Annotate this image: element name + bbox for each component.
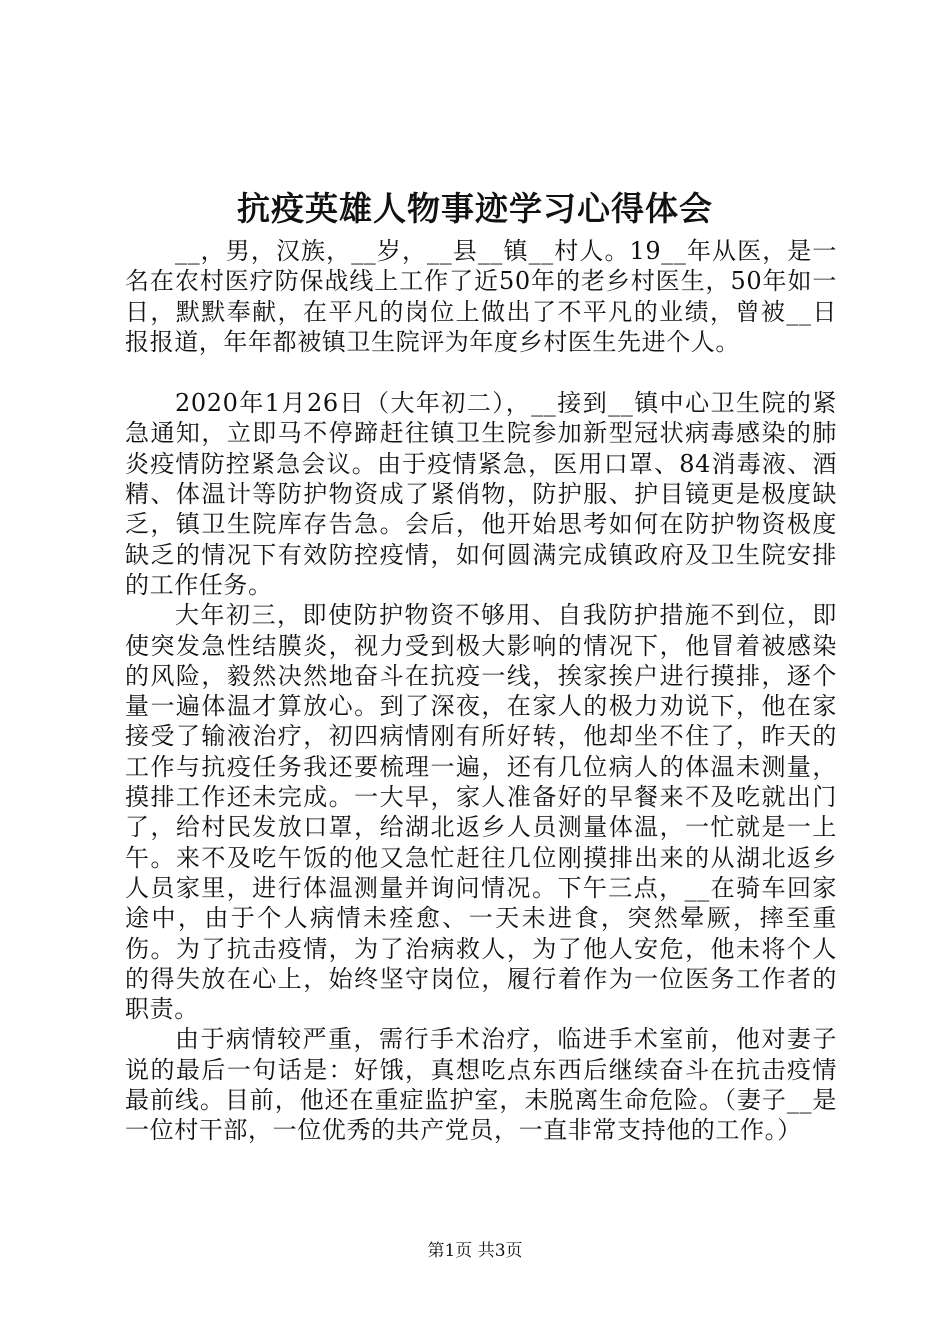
page-footer: 第1页 共3页: [427, 1241, 523, 1261]
paragraph-emergency-meeting: 2020年1月26日（大年初二），__接到__镇中心卫生院的紧急通知，立即马不停蹄赶往镇卫生院参加新型冠状病毒感染的肺炎疫情防控紧急会议。由于疫情紧急，医用口罩、84消毒液、酒精、体温计等防护物资成了紧俏物，防护服、护目镜更是极度缺乏，镇卫生院库存告急。会后，他开始思考如何在防护物资极度缺乏的情况下有效防控疫情，如何圆满完成镇政府及卫生院安排的工作任务。: [125, 389, 837, 599]
document-body: [125, 236, 837, 1146]
paragraph-intro: __，男，汉族，__岁，__县__镇__村人。19__年从医，是一名在农村医疗防保战线上工作了近50年的老乡村医生，50年如一日，默默奉献，在平凡的岗位上做出了不平凡的业绩，曾被__日报报道，年年都被镇卫生院评为年度乡村医生先进个人。: [125, 237, 837, 356]
document-title: 抗疫英雄人物事迹学习心得体会: [237, 189, 713, 228]
paragraph-surgery: 由于病情较严重，需行手术治疗，临进手术室前，他对妻子说的最后一句话是：好饿，真想吃点东西后继续奋斗在抗击疫情最前线。目前，他还在重症监护室，未脱离生命危险。（妻子__是一位村干部，一位优秀的共产党员，一直非常支持他的工作。）: [125, 1025, 837, 1145]
paragraph-frontline-work: 大年初三，即使防护物资不够用、自我防护措施不到位，即使突发急性结膜炎，视力受到极大影响的情况下，他冒着被感染的风险，毅然决然地奋斗在抗疫一线，挨家挨户进行摸排，逐个量一遍体温才算放心。到了深夜，在家人的极力劝说下，他在家接受了输液治疗，初四病情刚有所好转，他却坐不住了，昨天的工作与抗疫任务我还要梳理一遍，还有几位病人的体温未测量，摸排工作还未完成。一大早，家人准备好的早餐来不及吃就出门了，给村民发放口罩，给湖北返乡人员测量体温，一忙就是一上午。来不及吃午饭的他又急忙赶往几位刚摸排出来的从湖北返乡人员家里，进行体温测量并询问情况。下午三点，__在骑车回家途中，由于个人病情未痊愈、一天未进食，突然晕厥，摔至重伤。为了抗击疫情，为了治病救人，为了他人安危，他未将个人的得失放在心上，始终坚守岗位，履行着作为一位医务工作者的职责。: [125, 601, 837, 1024]
paragraph-spacer: [125, 357, 837, 388]
